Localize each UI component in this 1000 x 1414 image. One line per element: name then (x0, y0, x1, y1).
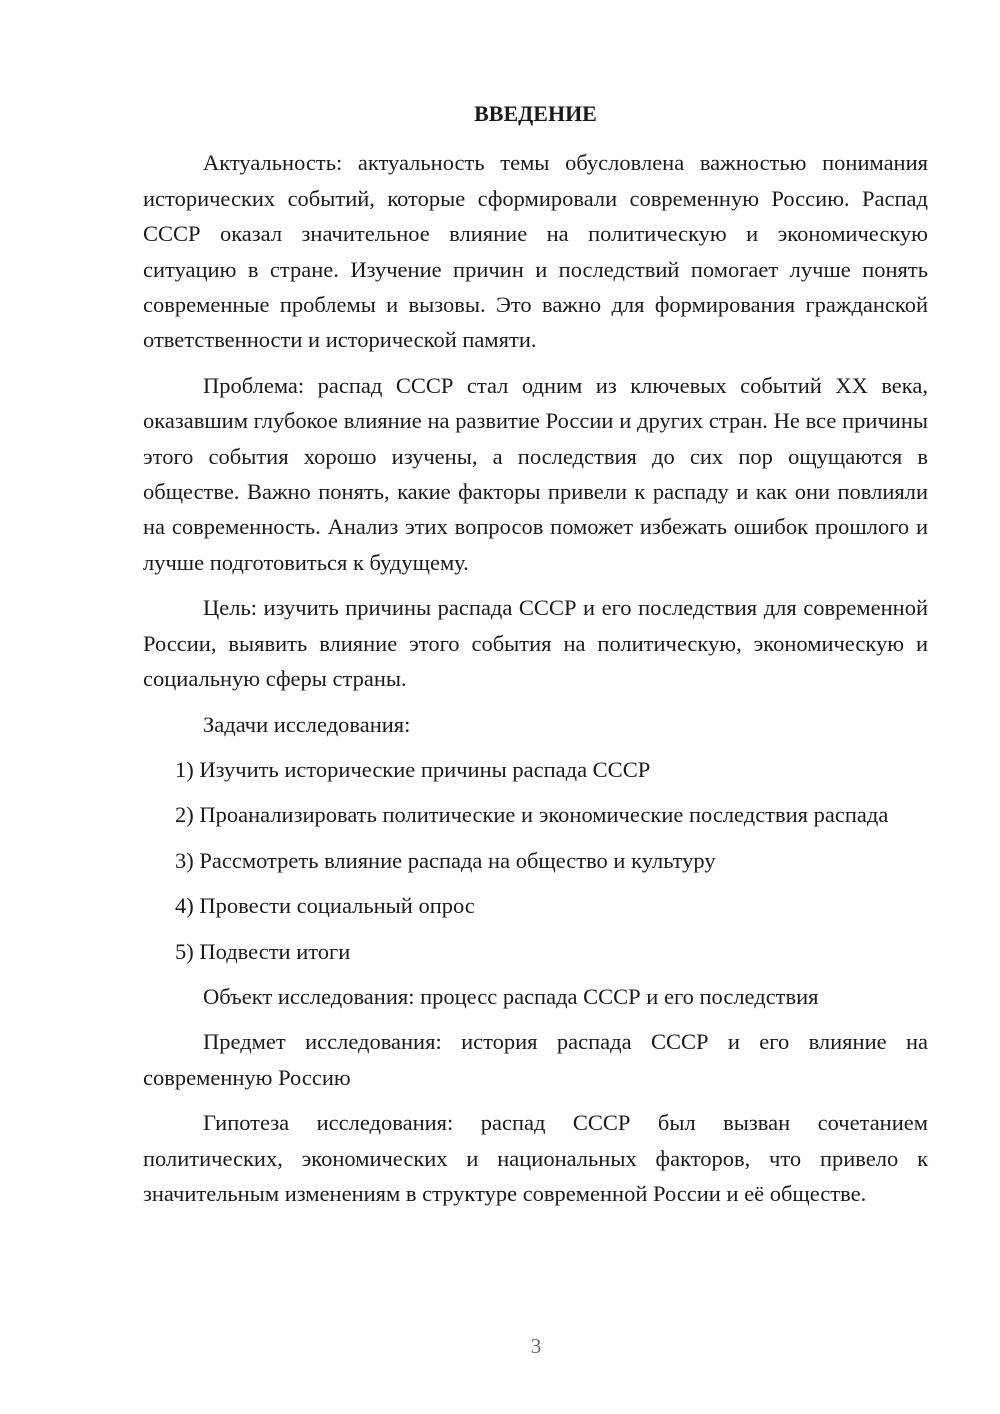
problem-paragraph: Проблема: распад СССР стал одним из ключевых событий XX века, оказавшим глубокое влияние на развитие России и других стран. Не все причины этого события хорошо изучены, а последствия до сих пор ощущаются в обществе. Важно понять, какие факторы привели к распаду и как они повлияли на современность. Анализ этих вопросов поможет избежать ошибок прошлого и лучше подготовиться к будущему. (143, 372, 928, 575)
relevance-paragraph: Актуальность: актуальность темы обусловлена важностью понимания исторических событий, которые сформировали современную Россию. Распад СССР оказал значительное влияние на политическую и экономическую ситуацию в стране. Изучение причин и последствий помогает лучше понять современные проблемы и вызовы. Это важно для формирования гражданской ответственности и исторической памяти. (143, 150, 928, 353)
task-item-4: 4) Провести социальный опрос (175, 893, 475, 919)
page-content (143, 96, 928, 1221)
task-item-1: 1) Изучить исторические причины распада СССР (175, 756, 651, 782)
task-item-5: 5) Подвести итоги (175, 938, 351, 964)
task-item-3: 3) Рассмотреть влияние распада на общество и культуру (175, 847, 716, 873)
section-heading: ВВЕДЕНИЕ (474, 101, 597, 126)
object-paragraph: Объект исследования: процесс распада СССР и его последствия (203, 983, 819, 1009)
tasks-heading: Задачи исследования: (203, 711, 411, 737)
goal-paragraph: Цель: изучить причины распада СССР и его последствия для современной России, выявить влияние этого события на политическую, экономическую и социальную сферы страны. (143, 595, 928, 692)
subject-paragraph: Предмет исследования: история распада СССР и его влияние на современную Россию (143, 1029, 928, 1090)
page-number: 3 (530, 1334, 542, 1358)
task-item-2: 2) Проанализировать политические и экономические последствия распада (175, 802, 889, 828)
hypothesis-paragraph: Гипотеза исследования: распад СССР был вызван сочетанием политических, экономических и национальных факторов, что привело к значительным изменениям в структуре современной России и её обществе. (143, 1110, 928, 1206)
